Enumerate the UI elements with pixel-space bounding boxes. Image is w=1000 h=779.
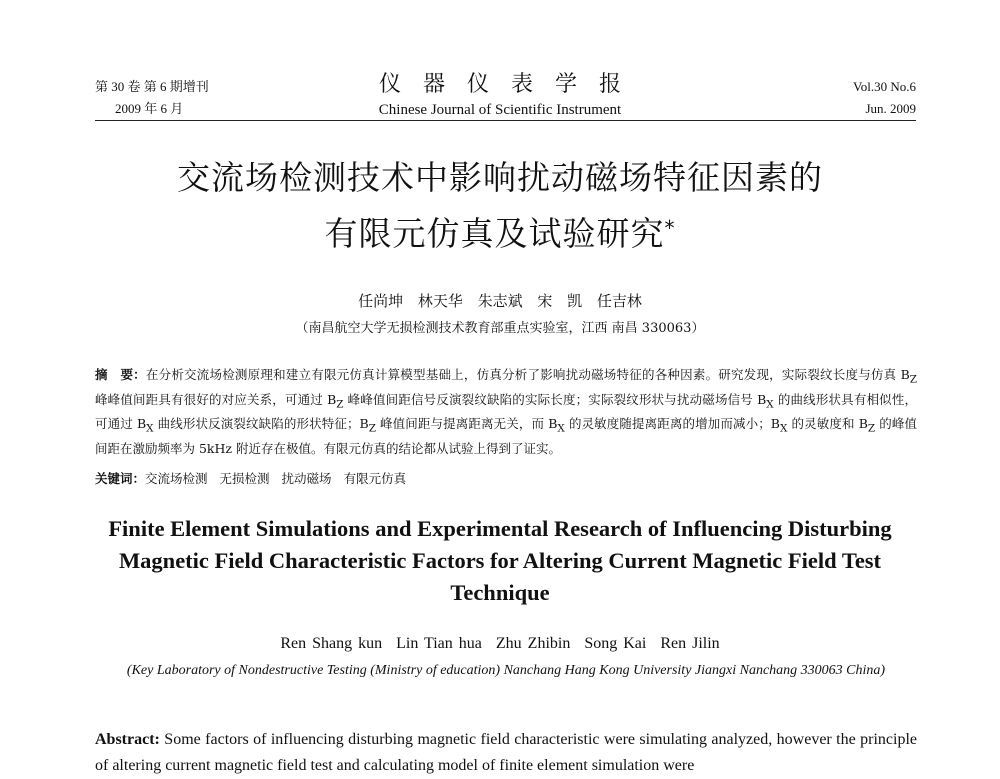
journal-title-en: Chinese Journal of Scientific Instrument — [378, 102, 622, 118]
abstract-cn-label: 摘 要： — [95, 367, 146, 382]
abstract-en-label: Abstract: — [95, 731, 160, 748]
header-volume-en-block — [853, 76, 916, 120]
header-journal — [0, 70, 1000, 120]
header-volume-en: Vol.30 No.6 — [853, 79, 916, 94]
abstract-cn-text: 峰值间距与提离距离无关，而 B — [375, 416, 558, 431]
paper-title-cn-line2 — [0, 206, 1000, 262]
subscript: X — [146, 422, 154, 435]
subscript: X — [779, 422, 788, 435]
paper-title-cn-line1: 交流场检测技术中影响扰动磁场特征因素的 — [177, 158, 823, 197]
paper-title-cn — [0, 150, 1000, 262]
author-en: Song Kai — [584, 635, 647, 652]
author-en: Ren Shang kun — [280, 635, 383, 652]
footnote-mark: * — [664, 216, 676, 240]
abstract-cn-text: 的灵敏度随提离距离的增加而减小；B — [564, 416, 780, 431]
keyword: 扰动磁场 — [281, 471, 332, 486]
abstract-cn — [95, 365, 917, 459]
authors-en — [0, 635, 1000, 653]
subscript: Z — [867, 422, 876, 435]
abstract-en — [95, 727, 917, 779]
abstract-cn-text: 峰峰值间距信号反演裂纹缺陷的实际长度；实际裂纹形状与扰动磁场信号 B — [343, 391, 767, 407]
authors-cn: 任尚坤 林天华 朱志斌 宋 凯 任吉林 — [358, 292, 642, 310]
header-rule — [95, 120, 916, 121]
subscript: Z — [336, 398, 344, 410]
abstract-cn-text: 在分析交流场检测原理和建立有限元仿真计算模型基础上，仿真分析了影响扰动磁场特征的各种因素。研究发现，实际裂纹长度与仿真 B — [145, 367, 910, 382]
subscript: Z — [909, 373, 917, 386]
header-volume-cn: 第 30 卷 第 6 期增刊 — [95, 79, 209, 94]
keyword: 交流场检测 — [145, 471, 208, 486]
keyword: 有限元仿真 — [343, 471, 407, 486]
affiliation-cn: （南昌航空大学无损检测技术教育部重点实验室，江西 南昌 330063） — [295, 321, 705, 336]
abstract-cn-text: 的灵敏度和 B — [787, 416, 868, 431]
header-date-cn: 2009 年 6 月 — [115, 101, 184, 116]
subscript: X — [766, 398, 774, 410]
author-en: Ren Jilin — [660, 635, 720, 652]
subscript: X — [557, 422, 565, 435]
paper-title-cn-line2-text: 有限元仿真及试验研究 — [324, 214, 665, 253]
paper-title-en: Finite Element Simulations and Experimental Research of Influencing Disturbing Magnetic Field Characteristic Factors for Altering Current Magnetic Field Test Technique — [108, 516, 892, 605]
abstract-cn-text: 的峰值间距在激励频率为 5kHz 附近存在极值。有限元仿真的结论都从试验上得到了证实。 — [95, 416, 917, 456]
abstract-cn-text: 的曲线形状具有相似性，可通过 B — [95, 391, 917, 431]
author-en: Zhu Zhibin — [495, 635, 571, 652]
keywords-cn — [95, 469, 917, 489]
journal-title-cn: 仪器仪表学报 — [378, 72, 643, 97]
abstract-cn-text: 峰峰值间距具有很好的对应关系，可通过 B — [95, 391, 337, 407]
affiliation-en: (Key Laboratory of Nondestructive Testing (Ministry of education) Nanchang Hang Kong University Jiangxi Nanchang 330063 China) — [126, 663, 886, 678]
keyword: 无损检测 — [219, 471, 270, 486]
abstract-cn-text: 曲线形状反演裂纹缺陷的形状特征；B — [153, 416, 369, 431]
author-en: Lin Tian hua — [396, 635, 482, 652]
subscript: Z — [368, 422, 376, 435]
abstract-en-text: Some factors of influencing disturbing magnetic field characteristic were simulating analyzed, however the principle of altering current magnetic field test and calculating model of finite element simulation were — [95, 731, 917, 774]
header-date-en: Jun. 2009 — [865, 101, 916, 116]
keywords-cn-label: 关键词： — [95, 471, 146, 486]
